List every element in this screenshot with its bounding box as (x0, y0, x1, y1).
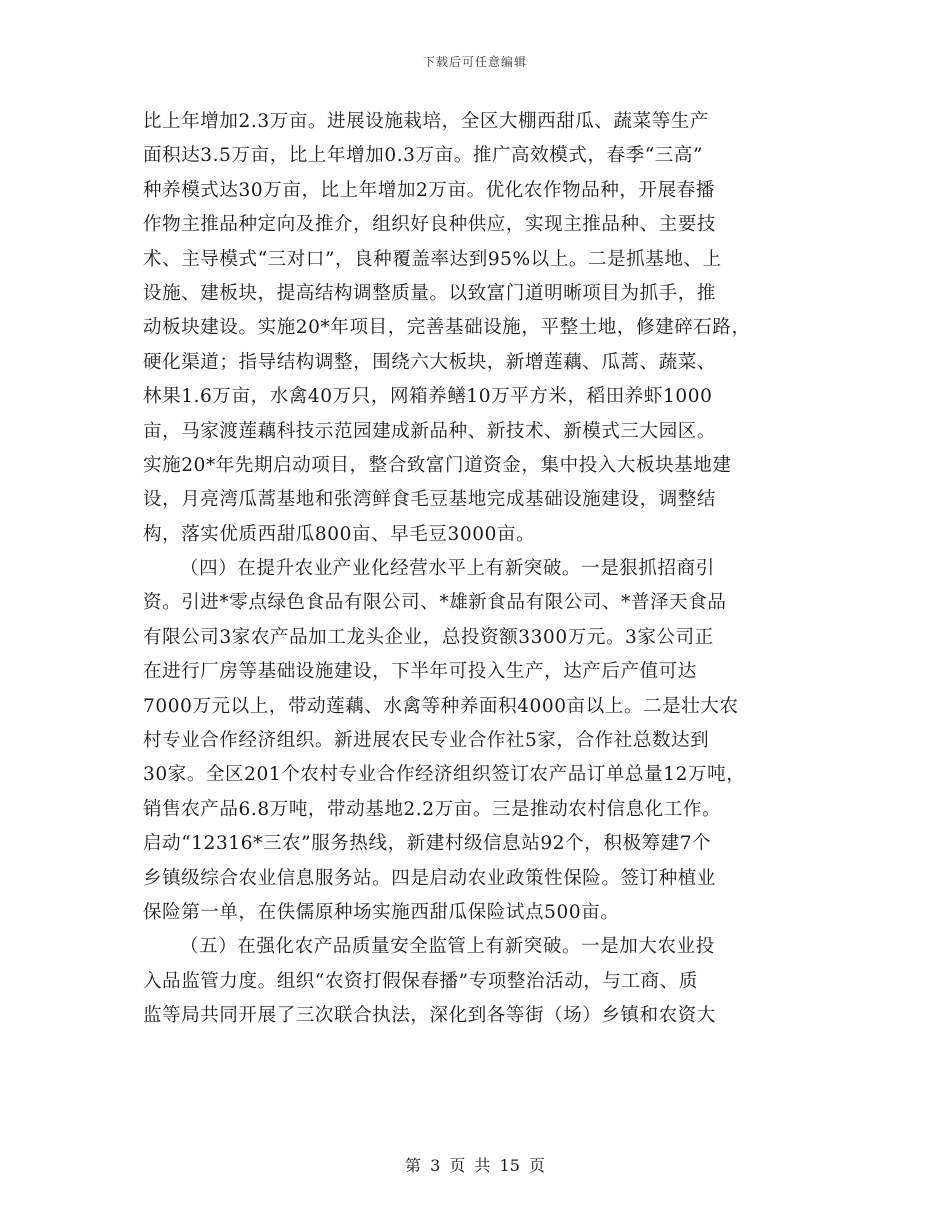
body-line: 构，落实优质西甜瓜800亩、早毛豆3000亩。 (143, 523, 536, 545)
body-line: 启动“12316*三农”服务热线，新建村级信息站92个，积极筹建7个 (143, 833, 712, 855)
body-line: 乡镇级综合农业信息服务站。四是启动农业政策性保险。签订种植业 (143, 867, 717, 889)
body-line: 动板块建设。实施20*年项目，完善基础设施，平整土地，修建碎石路， (143, 317, 751, 339)
page-header: 下载后可任意编辑 (422, 55, 527, 69)
body-line: 亩，马家渡莲藕科技示范园建成新品种、新技术、新模式三大园区。 (143, 420, 717, 442)
page-number-footer: 第 3 页 共 15 页 (405, 1156, 545, 1175)
body-line: 村专业合作经济组织。新进展农民专业合作社5家，合作社总数达到 (143, 730, 710, 752)
body-line: 比上年增加2.3万亩。进展设施栽培，全区大棚西甜瓜、蔬菜等生产 (143, 111, 710, 132)
body-line: 种养模式达30万亩，比上年增加2万亩。优化农作物品种，开展春播 (143, 179, 715, 201)
body-line: 术、主导模式“三对口”，良种覆盖率达到95%以上。二是抓基地、上 (143, 248, 722, 270)
body-line: 硬化渠道；指导结构调整，围绕六大板块，新增莲藕、瓜蒿、蔬菜、 (143, 351, 717, 373)
body-line: 有限公司3家农产品加工龙头企业，总投资额3300万元。3家公司正 (143, 626, 714, 648)
body-line: 林果1.6万亩，水禽40万只，网箱养鳝10万平方米，稻田养虾1000 (143, 386, 713, 408)
body-line: 实施20*年先期启动项目，整合致富门道资金，集中投入大板块基地建 (143, 454, 732, 476)
body-line: 设，月亮湾瓜蒿基地和张湾鲜食毛豆基地完成基础设施建设，调整结 (143, 489, 717, 511)
body-line: 在进行厂房等基础设施建设，下半年可投入生产，达产后产值可达 (143, 661, 697, 683)
body-line: 资。引进*零点绿色食品有限公司、*雄新食品有限公司、*普泽天食品 (143, 592, 727, 614)
body-line: 设施、建板块，提高结构调整质量。以致富门道明晰项目为抓手，推 (143, 282, 717, 304)
body-line: 保险第一单，在佚儒原种场实施西甜瓜保险试点500亩。 (143, 901, 620, 923)
body-line: 作物主推品种定向及推介，组织好良种供应，实现主推品种、主要技 (143, 214, 717, 236)
body-line: 入品监管力度。组织“农资打假保春播”专项整治活动，与工商、质 (143, 970, 698, 992)
body-line: 7000万元以上，带动莲藕、水禽等种养面积4000亩以上。二是壮大农 (143, 695, 739, 717)
paragraph-start-line: （五）在强化农产品质量安全监管上有新突破。一是加大农业投 (180, 936, 715, 958)
body-line: 30家。全区201个农村专业合作经济组织签订农产品订单总量12万吨， (143, 764, 746, 786)
body-line: 监等局共同开展了三次联合执法，深化到各等街（场）乡镇和农资大 (143, 1005, 717, 1027)
body-line: 面积达3.5万亩，比上年增加0.3万亩。推广高效模式，春季“三高” (143, 145, 704, 167)
body-line: 销售农产品6.8万吨，带动基地2.2万亩。三是推动农村信息化工作。 (143, 798, 722, 820)
document-body (143, 105, 808, 1034)
paragraph-start-line: （四）在提升农业产业化经营水平上有新突破。一是狠抓招商引 (180, 558, 715, 580)
